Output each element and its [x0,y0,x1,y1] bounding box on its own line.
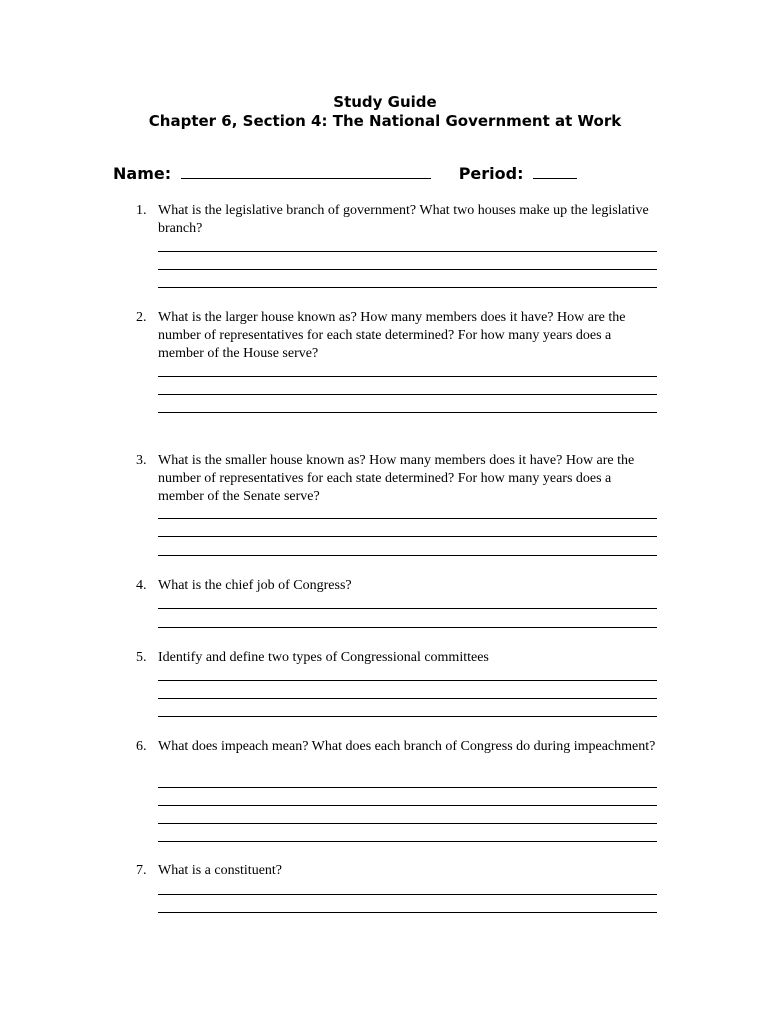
answer-line[interactable] [158,680,657,681]
answer-line[interactable] [158,698,657,699]
answer-line[interactable] [158,287,657,288]
answer-line[interactable] [158,412,657,413]
question-text: What is the legislative branch of government? What two houses make up the legislative branch? [158,203,649,236]
name-label: Name: [113,164,172,183]
question-text: What is a constituent? [158,863,283,878]
question-text: What is the smaller house known as? How many members does it have? How are the number of representatives for each state determined? For how many years does a member of the Senate serve? [158,453,635,504]
question-number: 7. [136,863,147,878]
page-title: Study Guide [333,93,437,111]
question-text: What does impeach mean? What does each branch of Congress do during impeachment? [158,739,656,754]
answer-line[interactable] [158,823,657,824]
answer-line[interactable] [158,376,657,377]
question-number: 2. [136,310,147,325]
answer-line[interactable] [158,518,657,519]
answer-line[interactable] [158,627,657,628]
answer-line[interactable] [158,894,657,895]
question-number: 5. [136,650,147,665]
question-number: 4. [136,578,147,593]
answer-line[interactable] [158,912,657,913]
question-number: 3. [136,453,147,468]
answer-line[interactable] [158,555,657,556]
answer-line[interactable] [158,608,657,609]
question-6 [136,738,658,756]
question-number: 6. [136,739,147,754]
question-7 [136,862,658,880]
page-subtitle: Chapter 6, Section 4: The National Government at Work [148,112,622,130]
question-1 [136,202,658,238]
period-field[interactable] [533,164,577,179]
period-label: Period: [458,164,524,183]
name-field[interactable] [181,164,431,179]
student-info-row [113,164,577,183]
answer-line[interactable] [158,805,657,806]
answer-line[interactable] [158,787,657,788]
question-text: What is the chief job of Congress? [158,578,352,593]
question-4 [136,577,658,595]
question-5 [136,649,658,667]
question-text: Identify and define two types of Congressional committees [158,650,489,665]
answer-line[interactable] [158,251,657,252]
question-3 [136,452,658,506]
answer-line[interactable] [158,269,657,270]
question-text: What is the larger house known as? How many members does it have? How are the number of representatives for each state determined? For how many years does a member of the House serve? [158,310,626,361]
answer-line[interactable] [158,394,657,395]
question-2 [136,309,658,363]
question-number: 1. [136,203,147,218]
answer-line[interactable] [158,716,657,717]
answer-line[interactable] [158,841,657,842]
answer-line[interactable] [158,536,657,537]
